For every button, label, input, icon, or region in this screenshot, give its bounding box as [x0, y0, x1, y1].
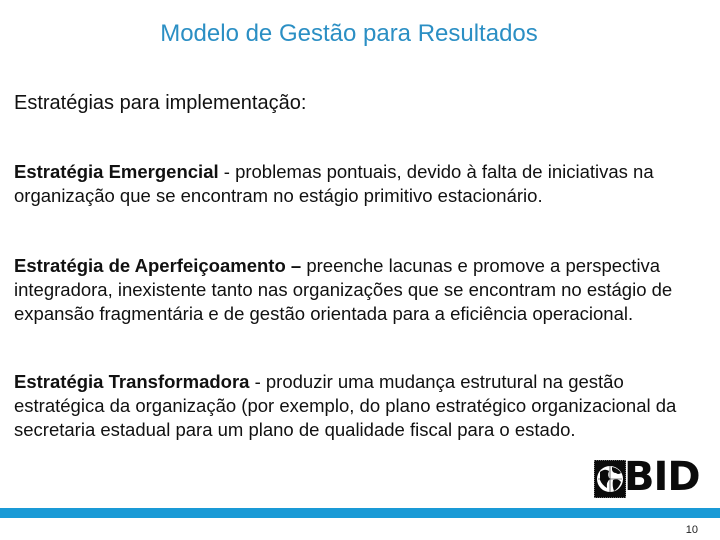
paragraph-text: - problemas pontuais, devido à falta de iniciativas na organização que se encontram no estágio primitivo estacionário. [14, 161, 654, 206]
paragraph-term: Estratégia de Aperfeiçoamento – [14, 255, 302, 276]
footer-bar [0, 508, 720, 518]
slide-title: Modelo de Gestão para Resultados [160, 20, 538, 47]
paragraph-text: preenche lacunas e promove a perspectiva integradora, inexistente tanto nas organizações que se encontram no estágio de expansão fragmentária e de gestão orientada para a eficiência operacional. [14, 255, 673, 324]
paragraph-transformadora [14, 370, 704, 442]
paragraph-aperfeicoamento [14, 254, 704, 326]
bid-globe-icon [594, 458, 626, 500]
paragraph-emergencial [14, 160, 704, 208]
bid-logo-text: BID [624, 454, 700, 500]
paragraph-term: Estratégia Emergencial [14, 161, 219, 182]
page-number: 10 [685, 524, 698, 536]
bid-logo [594, 454, 700, 500]
slide-subtitle: Estratégias para implementação: [14, 92, 307, 114]
paragraph-term: Estratégia Transformadora [14, 371, 250, 392]
paragraph-text: - produzir uma mudança estrutural na gestão estratégica da organização (por exemplo, do plano estratégico organizacional da secretaria estadual para um plano de qualidade fiscal para o estado. [14, 371, 677, 440]
